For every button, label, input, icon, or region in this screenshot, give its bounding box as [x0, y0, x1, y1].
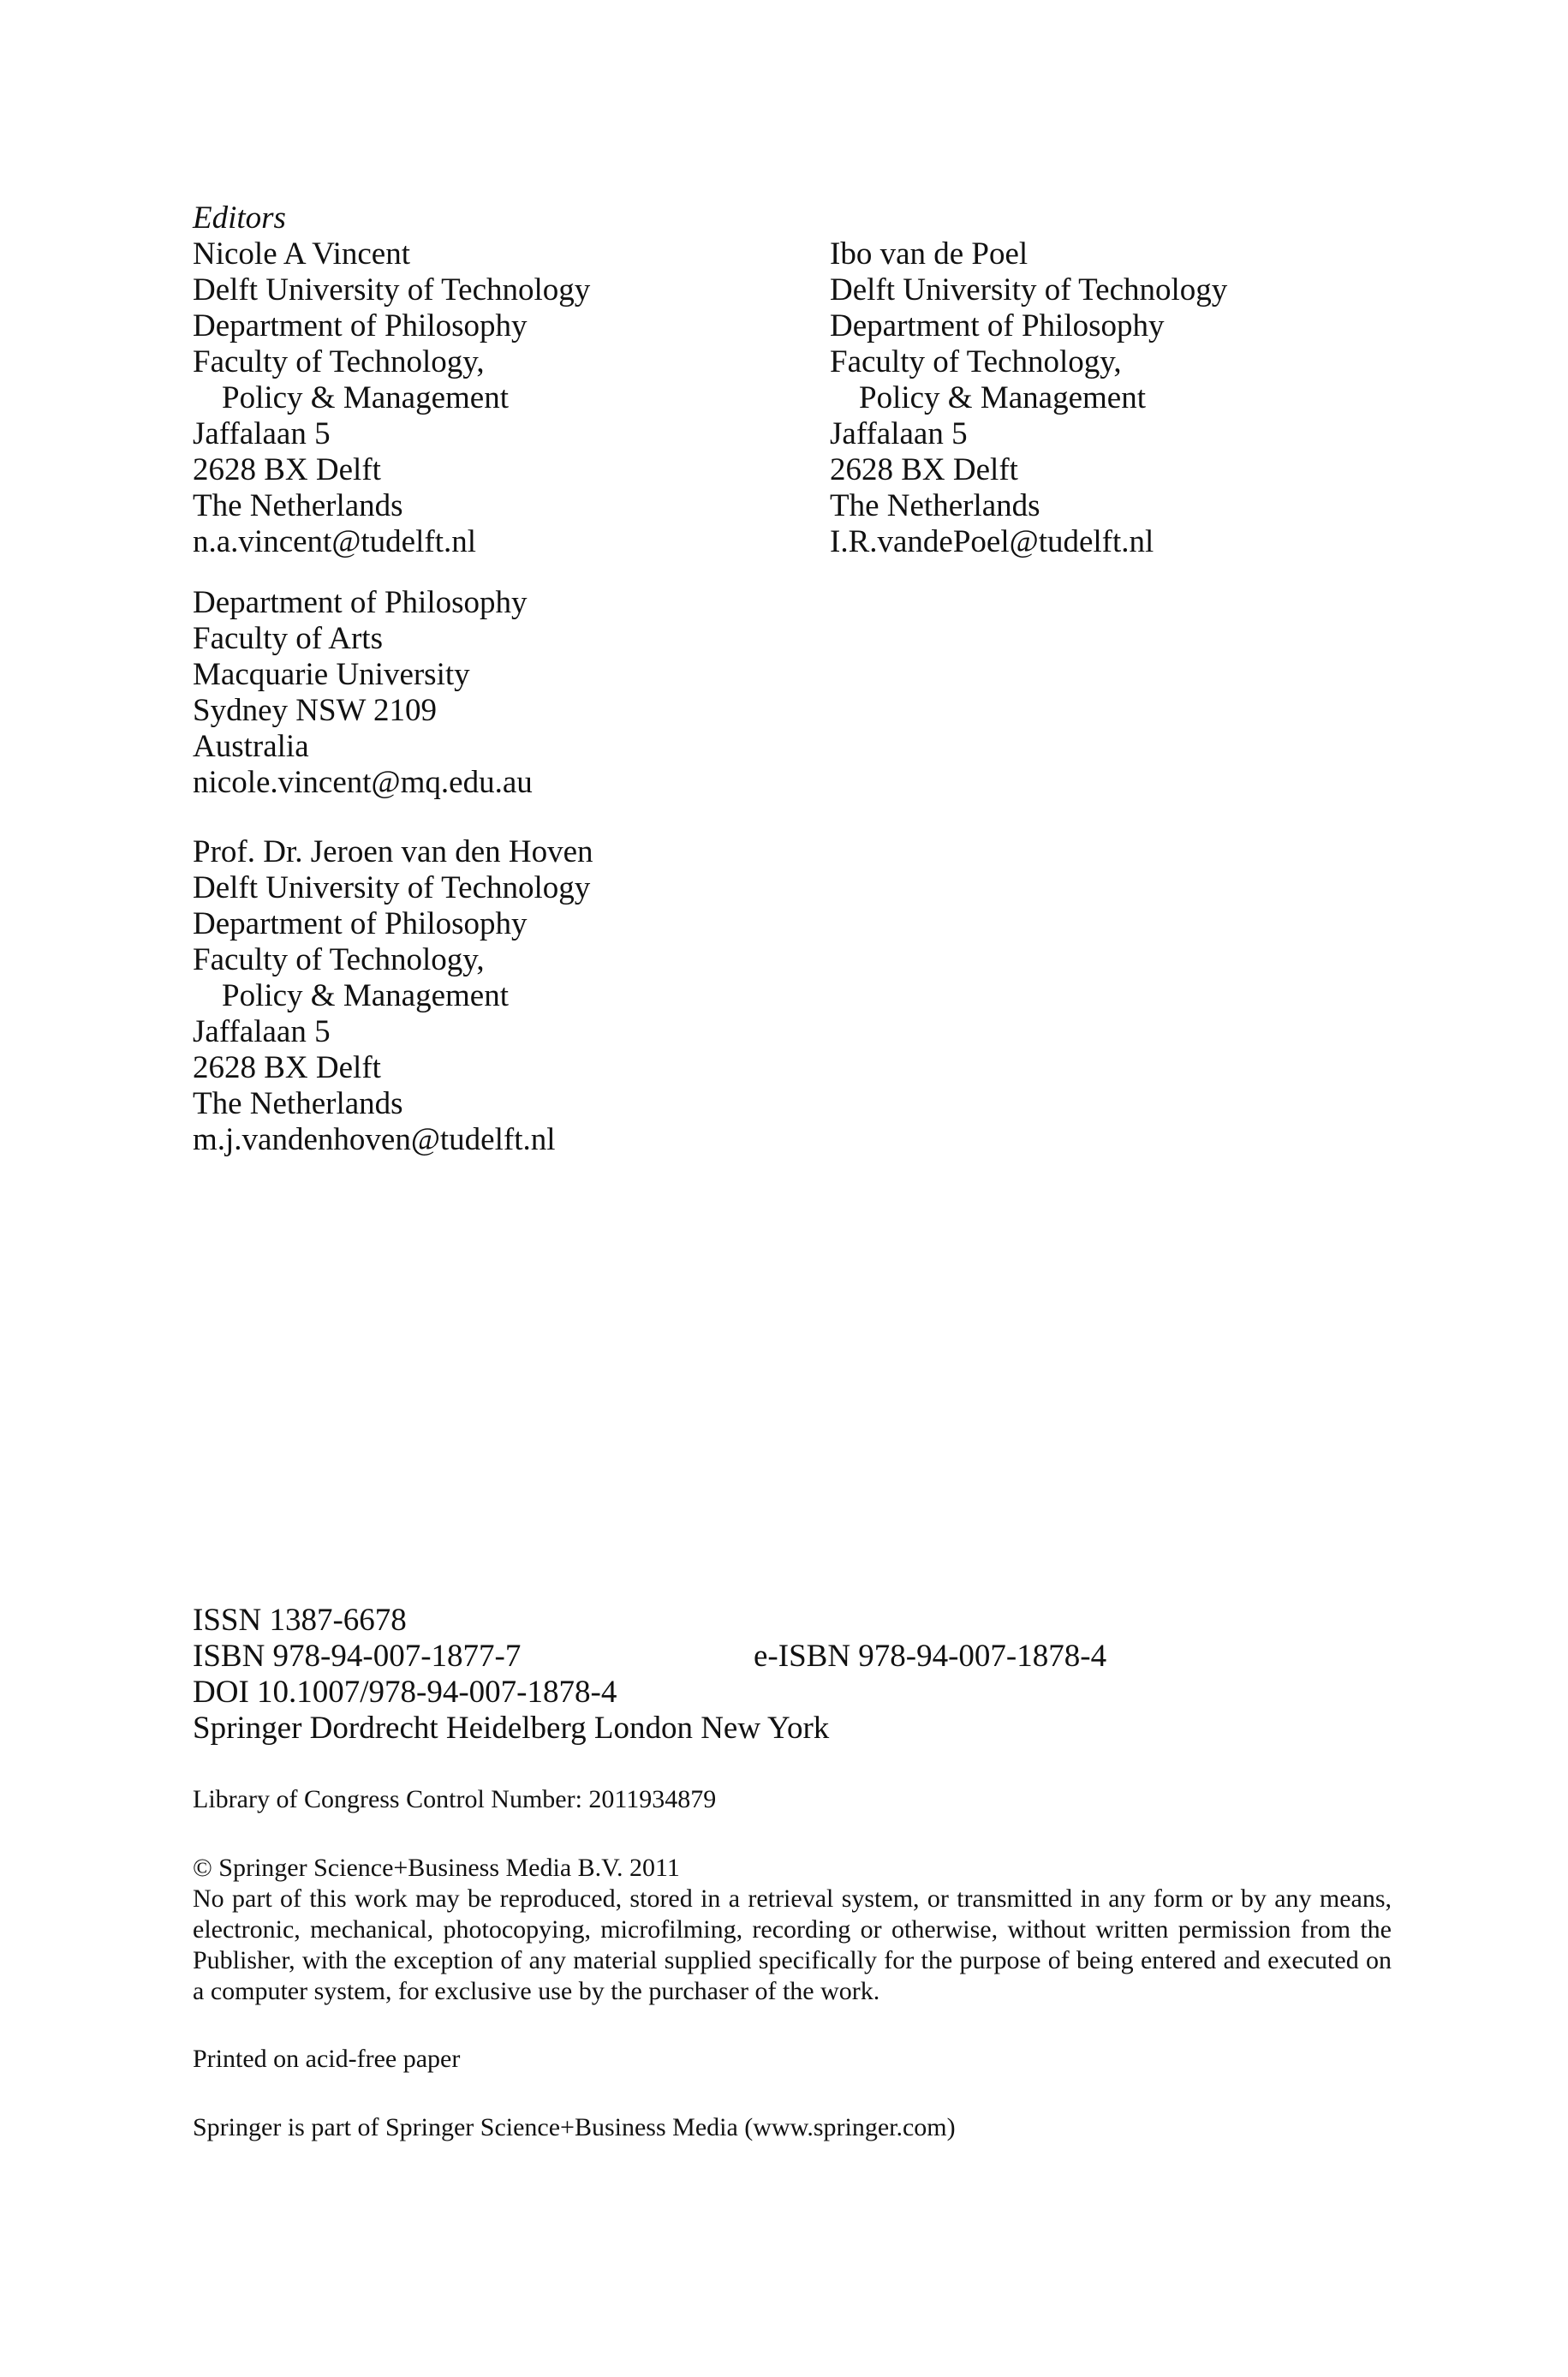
- address-country: Australia: [193, 729, 309, 764]
- loc-control-number: Library of Congress Control Number: 2011934879: [193, 1785, 717, 1813]
- rights-notice: No part of this work may be reproduced, stored in a retrieval system, or transmitted in any form or by any means, electronic, mechanical, photocopying, microfilming, recording or otherwise, without written permission from the Publisher, with the exception of any material supplied specifically for the purpose of being entered and executed on a computer system, for exclusive use by the purchaser of the work.: [193, 1884, 1392, 2005]
- editor-postcode: 2628 BX Delft: [193, 1050, 381, 1085]
- address-department: Department of Philosophy: [193, 585, 528, 620]
- publication-info: [193, 1603, 1392, 1747]
- editor-university: Delft University of Technology: [193, 870, 591, 905]
- isbn: ISBN 978-94-007-1877-7: [193, 1639, 522, 1674]
- editor-name: Prof. Dr. Jeroen van den Hoven: [193, 834, 593, 869]
- springer-note: Springer is part of Springer Science+Business Media (www.springer.com): [193, 2113, 956, 2141]
- paper-note: Printed on acid-free paper: [193, 2045, 461, 2073]
- eisbn: e-ISBN 978-94-007-1878-4: [754, 1639, 1107, 1674]
- publisher-cities: Springer Dordrecht Heidelberg London New York: [193, 1711, 830, 1746]
- editor-country: The Netherlands: [830, 488, 1040, 523]
- editor-faculty: Faculty of Technology,: [193, 942, 485, 977]
- editor-faculty-cont: Policy & Management: [222, 380, 509, 415]
- editor-name: Nicole A Vincent: [193, 236, 410, 272]
- editor-university: Delft University of Technology: [830, 272, 1228, 308]
- copyright-line: © Springer Science+Business Media B.V. 2011: [193, 1854, 680, 1882]
- editor-faculty: Faculty of Technology,: [830, 344, 1122, 379]
- editor-email: m.j.vandenhoven@tudelft.nl: [193, 1122, 556, 1157]
- editor-street: Jaffalaan 5: [193, 1014, 331, 1049]
- editor-department: Department of Philosophy: [193, 308, 528, 343]
- editor-country: The Netherlands: [193, 1086, 403, 1121]
- editor-country: The Netherlands: [193, 488, 403, 523]
- editor-postcode: 2628 BX Delft: [830, 452, 1018, 487]
- editor-faculty-cont: Policy & Management: [222, 978, 509, 1013]
- editor-vandenhoven-block: [193, 834, 593, 1158]
- editor-email: n.a.vincent@tudelft.nl: [193, 524, 477, 559]
- address-faculty: Faculty of Arts: [193, 621, 383, 656]
- editors-label: Editors: [193, 200, 286, 236]
- isbn-row: [193, 1639, 1392, 1675]
- editor-faculty: Faculty of Technology,: [193, 344, 485, 379]
- editor-street: Jaffalaan 5: [193, 416, 331, 451]
- issn: ISSN 1387-6678: [193, 1603, 407, 1638]
- editor-email: I.R.vandePoel@tudelft.nl: [830, 524, 1154, 559]
- doi: DOI 10.1007/978-94-007-1878-4: [193, 1675, 617, 1710]
- editor-department: Department of Philosophy: [193, 906, 528, 941]
- editor-postcode: 2628 BX Delft: [193, 452, 381, 487]
- editor-vincent-block: [193, 200, 590, 560]
- editor-vincent-second-address: [193, 585, 533, 801]
- editor-vandepoel-block: [830, 236, 1227, 560]
- address-city: Sydney NSW 2109: [193, 693, 438, 728]
- address-email: nicole.vincent@mq.edu.au: [193, 765, 533, 800]
- editor-university: Delft University of Technology: [193, 272, 591, 308]
- address-university: Macquarie University: [193, 657, 470, 692]
- editor-street: Jaffalaan 5: [830, 416, 968, 451]
- editor-faculty-cont: Policy & Management: [859, 380, 1146, 415]
- editor-name: Ibo van de Poel: [830, 236, 1028, 272]
- editor-department: Department of Philosophy: [830, 308, 1165, 343]
